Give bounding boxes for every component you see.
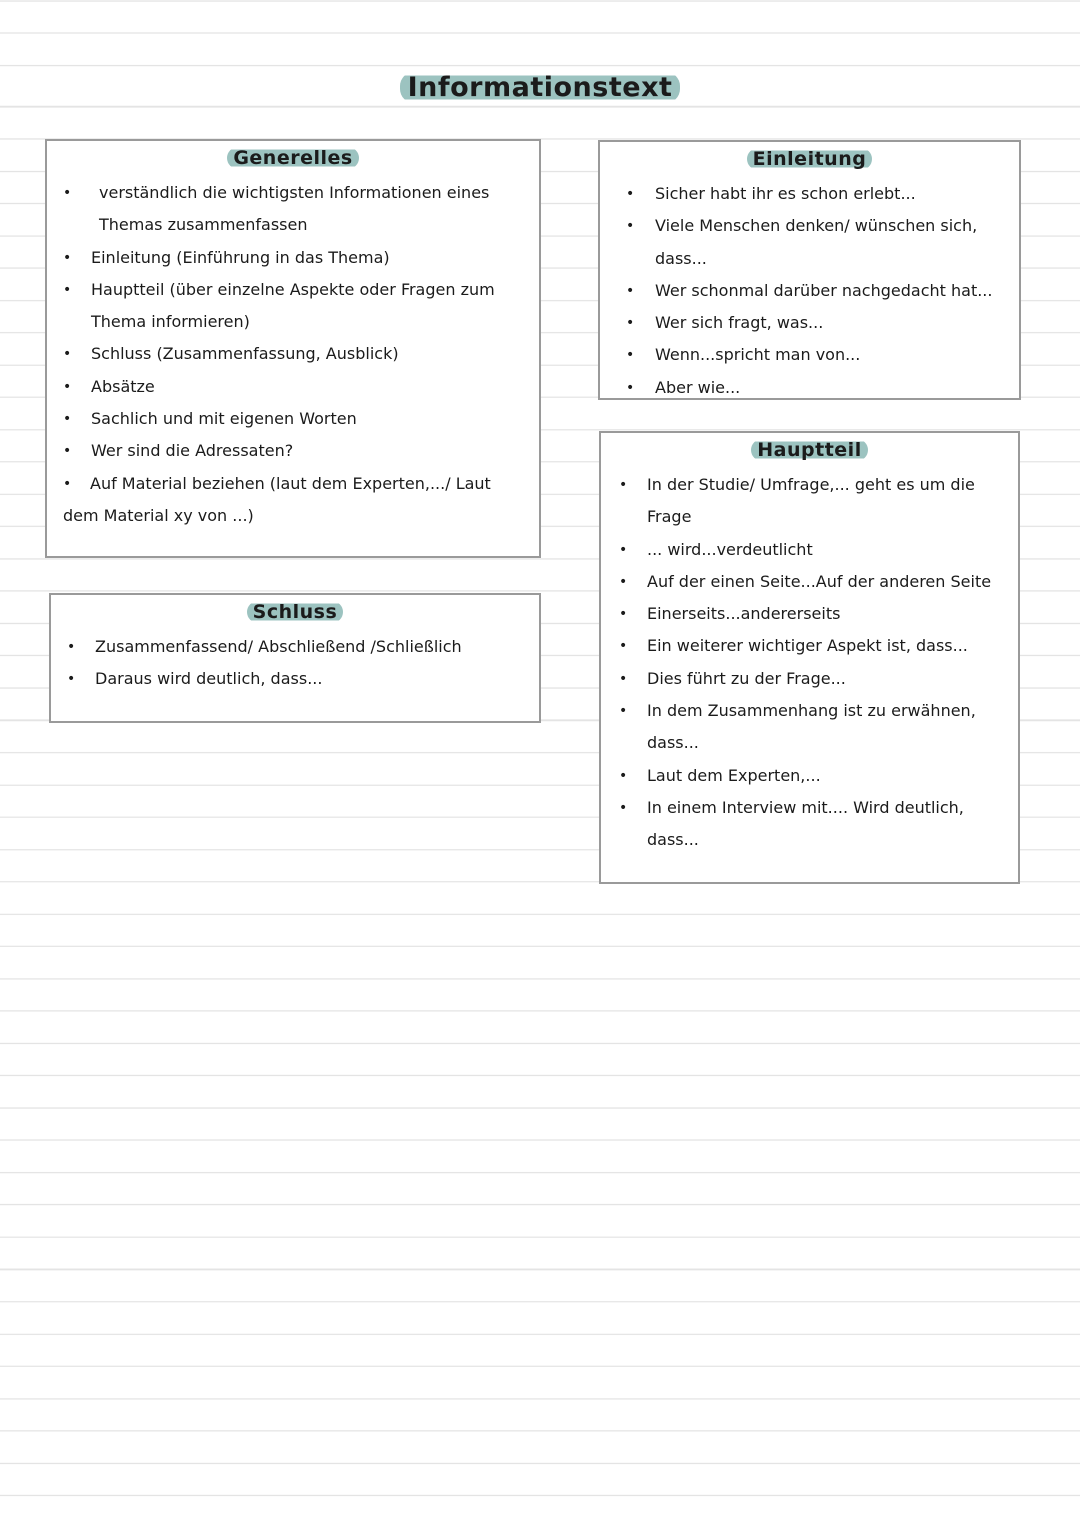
list-item: • Wer sich fragt, was... (600, 307, 1019, 339)
einleitung-heading: Einleitung (600, 148, 1019, 174)
list-item: • Einerseits...andererseits (601, 598, 1018, 630)
list-item: • Sachlich und mit eigenen Worten (47, 403, 539, 435)
list-item: • Wer schonmal darüber nachgedacht hat... (600, 275, 1019, 307)
list-item: • Ein weiterer wichtiger Aspekt ist, dass... (601, 630, 1018, 662)
hauptteil-box (599, 431, 1020, 884)
list-item: • Sicher habt ihr es schon erlebt... (600, 178, 1019, 210)
list-item: • Daraus wird deutlich, dass... (51, 663, 539, 695)
list-item: • Zusammenfassend/ Abschließend /Schließlich (51, 631, 539, 663)
list-item: • Absätze (47, 371, 539, 403)
generelles-heading: Generelles (47, 147, 539, 173)
list-item: • Viele Menschen denken/ wünschen sich, dass... (600, 210, 1019, 275)
list-item: • Wenn...spricht man von... (600, 339, 1019, 371)
schluss-heading: Schluss (51, 601, 539, 627)
page-title (0, 72, 1080, 103)
list-item: • Einleitung (Einführung in das Thema) (47, 242, 539, 274)
einleitung-list (600, 178, 1019, 404)
list-item: • In einem Interview mit.... Wird deutlich, dass... (601, 792, 1018, 857)
list-item: • Aber wie... (600, 372, 1019, 404)
list-item: • Hauptteil (über einzelne Aspekte oder Fragen zum Thema informieren) (47, 274, 539, 339)
list-item: • Auf der einen Seite...Auf der anderen Seite (601, 566, 1018, 598)
schluss-list (51, 631, 539, 696)
list-item: • ... wird...verdeutlicht (601, 534, 1018, 566)
hauptteil-list (601, 469, 1018, 857)
list-item: • Schluss (Zusammenfassung, Ausblick) (47, 338, 539, 370)
schluss-box (49, 593, 541, 723)
list-item: • verständlich die wichtigsten Informationen eines Themas zusammenfassen (47, 177, 539, 242)
list-item: • In der Studie/ Umfrage,... geht es um die Frage (601, 469, 1018, 534)
list-item: • In dem Zusammenhang ist zu erwähnen, dass... (601, 695, 1018, 760)
generelles-list (47, 177, 539, 532)
page-title-text: Informationstext (400, 72, 681, 103)
list-item: • Auf Material beziehen (laut dem Experten,.../ Laut dem Material xy von ...) (47, 468, 539, 533)
einleitung-box (598, 140, 1021, 400)
list-item: • Dies führt zu der Frage... (601, 663, 1018, 695)
hauptteil-heading: Hauptteil (601, 439, 1018, 465)
generelles-box (45, 139, 541, 558)
list-item: • Wer sind die Adressaten? (47, 435, 539, 467)
list-item: • Laut dem Experten,... (601, 760, 1018, 792)
